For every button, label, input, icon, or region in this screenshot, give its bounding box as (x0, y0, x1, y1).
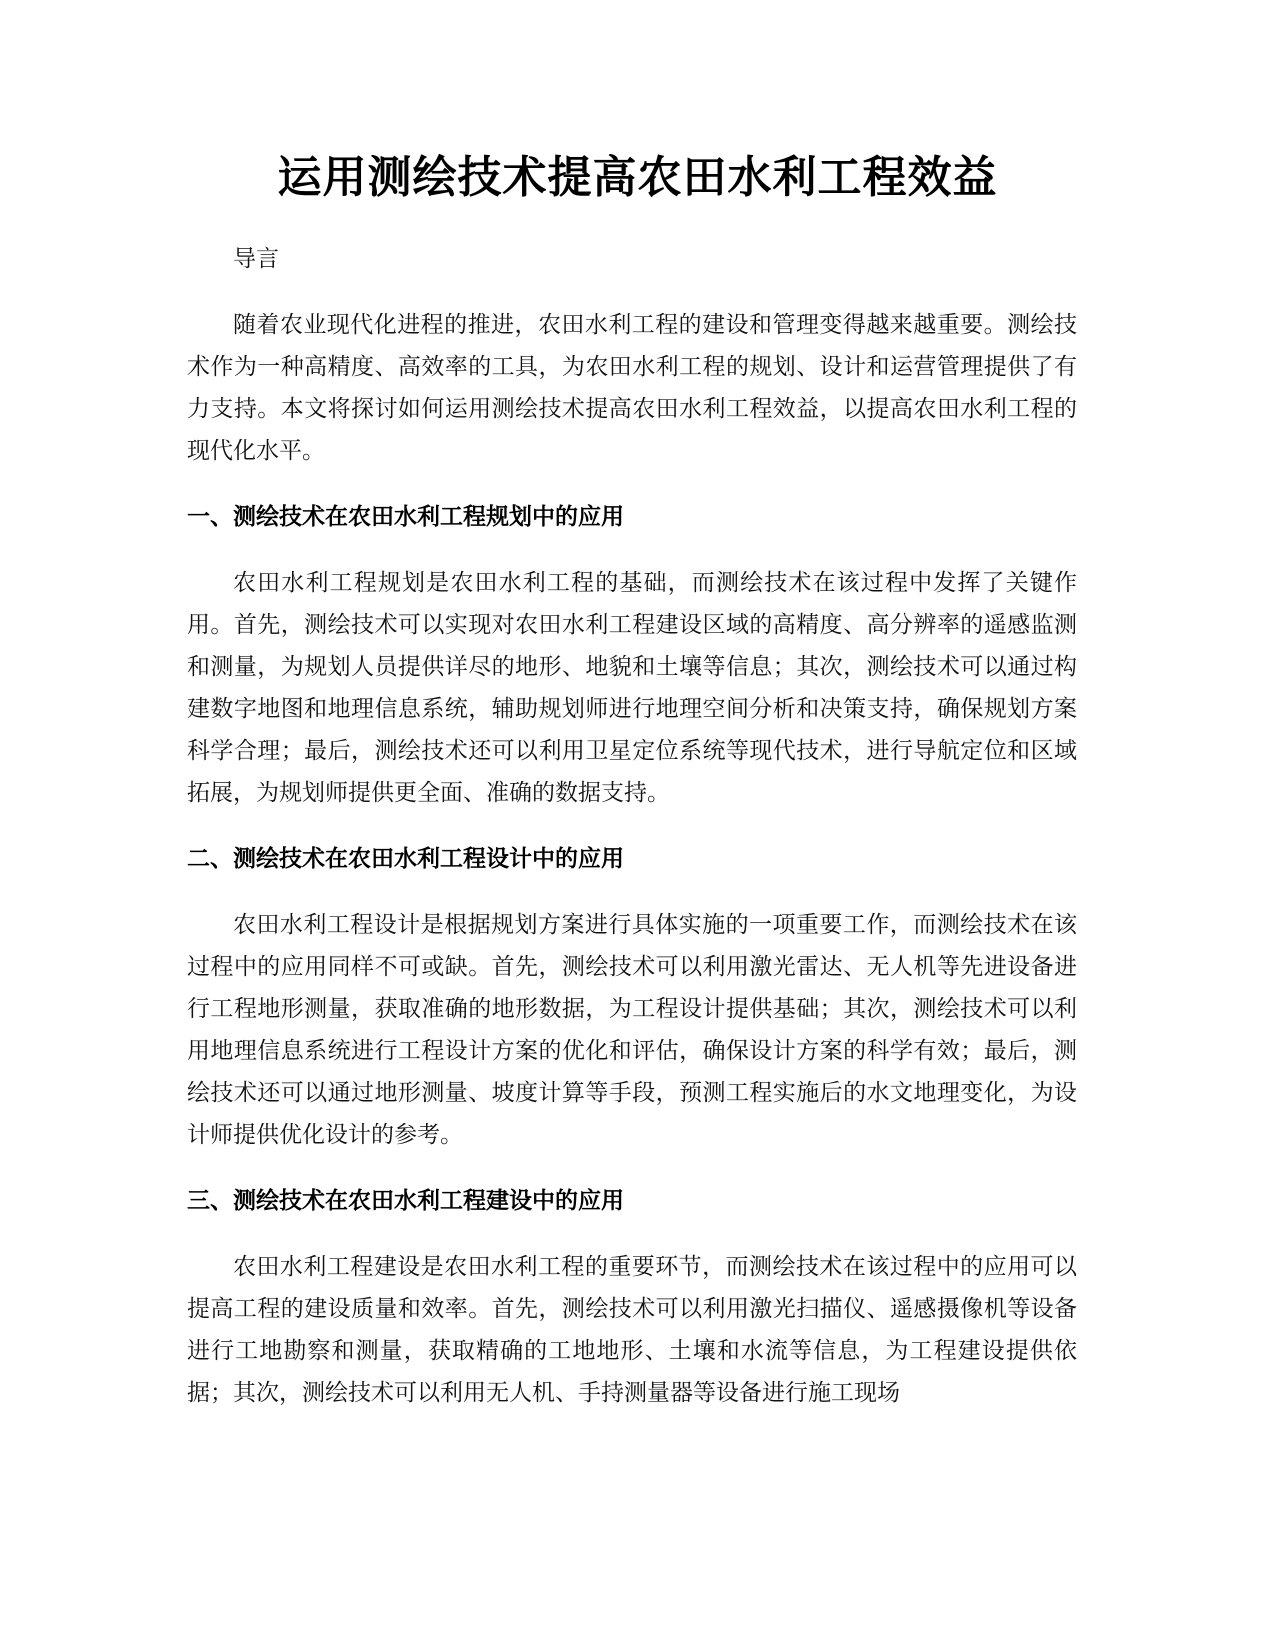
section-heading-design: 二、测绘技术在农田水利工程设计中的应用 (187, 846, 624, 872)
section-paragraph-planning: 农田水利工程规划是农田水利工程的基础，而测绘技术在该过程中发挥了关键作用。首先，测绘技术可以实现对农田水利工程建设区域的高精度、高分辨率的遥感监测和测量，为规划人员提供详尽的地形、地貌和土壤等信息；其次，测绘技术可以通过构建数字地图和地理信息系统，辅助规划师进行地理空间分析和决策支持，确保规划方案科学合理；最后，测绘技术还可以利用卫星定位系统等现代技术，进行导航定位和区域拓展，为规划师提供更全面、准确的数据支持。 (187, 570, 1077, 806)
section-heading-planning: 一、测绘技术在农田水利工程规划中的应用 (187, 504, 624, 530)
document-title: 运用测绘技术提高农田水利工程效益 (277, 152, 998, 203)
intro-paragraph: 随着农业现代化进程的推进，农田水利工程的建设和管理变得越来越重要。测绘技术作为一种高精度、高效率的工具，为农田水利工程的规划、设计和运营管理提供了有力支持。本文将探讨如何运用测绘技术提高农田水利工程效益，以提高农田水利工程的现代化水平。 (187, 312, 1077, 464)
document-body (187, 238, 1077, 1438)
section-paragraph-construction: 农田水利工程建设是农田水利工程的重要环节，而测绘技术在该过程中的应用可以提高工程的建设质量和效率。首先，测绘技术可以利用激光扫描仪、遥感摄像机等设备进行工地勘察和测量，获取精确的工地地形、土壤和水流等信息，为工程建设提供依据；其次，测绘技术可以利用无人机、手持测量器等设备进行施工现场 (187, 1254, 1077, 1406)
intro-label: 导言 (233, 246, 279, 272)
section-paragraph-design: 农田水利工程设计是根据规划方案进行具体实施的一项重要工作，而测绘技术在该过程中的应用同样不可或缺。首先，测绘技术可以利用激光雷达、无人机等先进设备进行工程地形测量，获取准确的地形数据，为工程设计提供基础；其次，测绘技术可以利用地理信息系统进行工程设计方案的优化和评估，确保设计方案的科学有效；最后，测绘技术还可以通过地形测量、坡度计算等手段，预测工程实施后的水文地理变化，为设计师提供优化设计的参考。 (187, 912, 1077, 1148)
section-heading-construction: 三、测绘技术在农田水利工程建设中的应用 (187, 1188, 624, 1214)
